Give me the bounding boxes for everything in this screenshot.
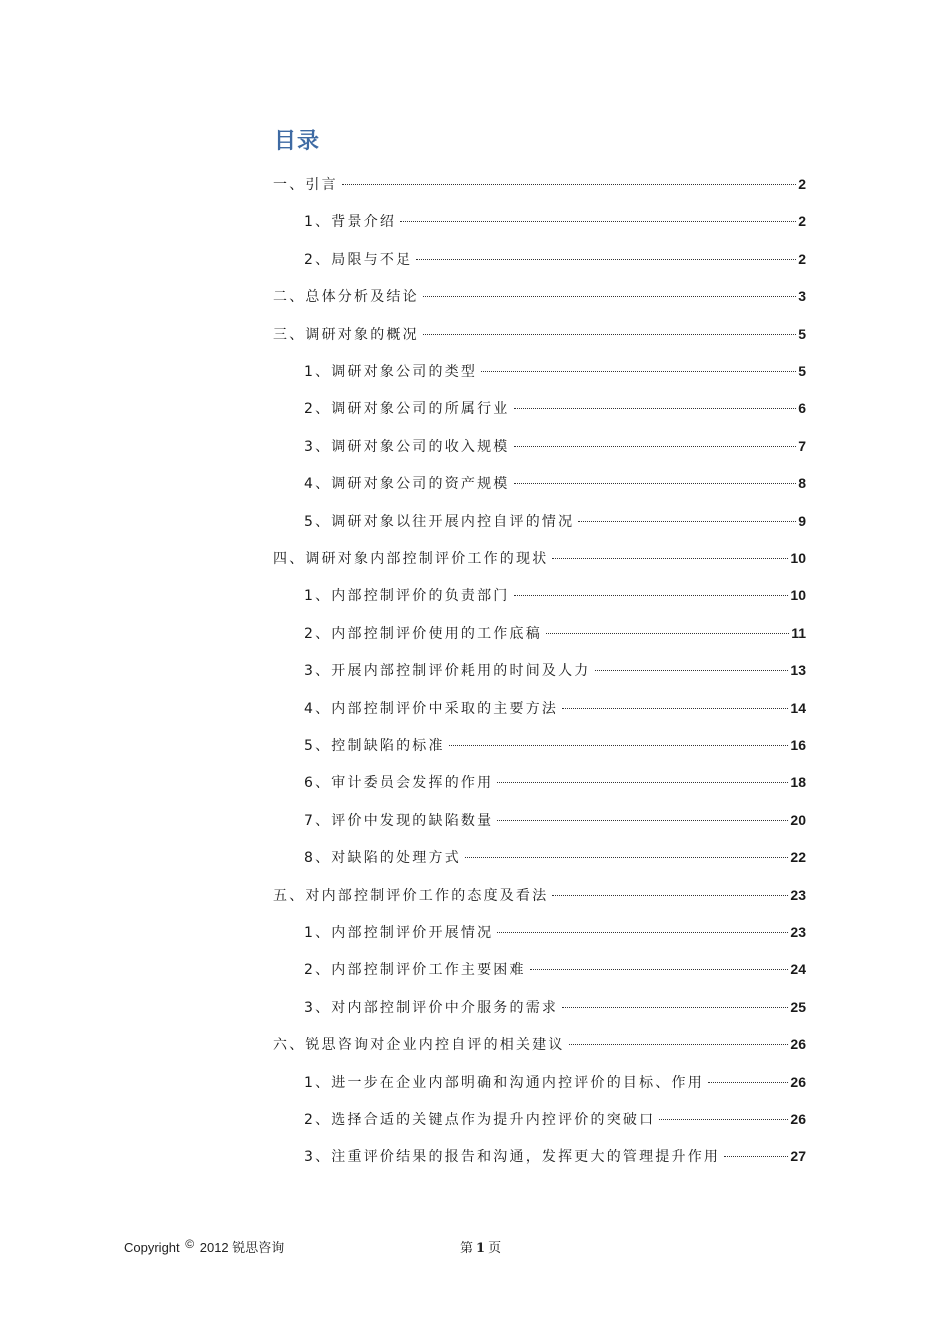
toc-entry-text: 三、调研对象的概况 [273,326,419,343]
toc-entry-text: 1、进一步在企业内部明确和沟通内控评价的目标、作用 [304,1074,704,1091]
toc-entry[interactable] [304,661,806,681]
toc-entry-page: 9 [798,512,806,529]
toc-leader-dots [595,670,789,671]
toc-entry[interactable] [304,1073,806,1093]
toc-entry-page: 7 [798,437,806,454]
toc-entry[interactable] [304,998,806,1018]
toc-entry[interactable] [304,474,806,494]
toc-leader-dots [497,782,788,783]
toc-leader-dots [400,221,796,222]
toc-leader-dots [423,334,796,335]
toc-entry[interactable] [304,212,806,232]
toc-entry[interactable] [304,848,806,868]
copyright-symbol: © [185,1237,195,1251]
toc-leader-dots [514,483,797,484]
toc-entry[interactable] [273,886,806,906]
toc-entry[interactable] [304,699,806,719]
toc-entry[interactable] [304,362,806,382]
toc-leader-dots [481,371,796,372]
toc-entry-page: 24 [790,961,806,978]
toc-entry-text: 六、锐思咨询对企业内控自评的相关建议 [273,1037,565,1054]
toc-entry-page: 8 [798,475,806,492]
toc-leader-dots [708,1082,789,1083]
toc-entry[interactable] [304,250,806,270]
toc-entry-page: 16 [790,737,806,753]
toc-entry-text: 4、调研对象公司的资产规模 [304,476,510,493]
toc-leader-dots [423,296,796,297]
toc-entry-text: 2、调研对象公司的所属行业 [304,401,510,418]
toc-entry-text: 4、内部控制评价中采取的主要方法 [304,700,559,717]
copyright-year: 2012 [199,1240,229,1255]
toc-entry-page: 26 [790,1111,806,1127]
toc-entry-page: 25 [790,998,806,1015]
toc-entry-text: 5、控制缺陷的标准 [304,738,445,754]
page-suffix: 页 [488,1241,502,1256]
toc-entry-text: 2、内部控制评价使用的工作底稿 [304,625,542,642]
toc-entry-text: 1、内部控制评价开展情况 [304,925,494,941]
toc-entry-page: 2 [798,250,806,267]
page-number: 1 [476,1241,486,1256]
toc-leader-dots [562,1007,788,1008]
toc-entry[interactable] [304,624,806,644]
toc-entry[interactable] [304,399,806,419]
toc-entry[interactable] [273,1035,806,1055]
toc-title: 目录 [274,129,321,154]
toc-entry-page: 22 [790,849,806,866]
toc-entry-page: 23 [790,924,806,940]
toc-leader-dots [530,969,789,970]
toc-entry[interactable] [304,512,806,532]
toc-leader-dots [569,1044,789,1045]
toc-leader-dots [724,1156,788,1157]
toc-entry-page: 10 [790,550,806,566]
footer-copyright [124,1237,284,1256]
toc-entry-text: 3、对内部控制评价中介服务的需求 [304,999,559,1016]
toc-leader-dots [497,820,788,821]
toc-entry-page: 5 [798,325,806,342]
toc-entry-page: 18 [790,774,806,791]
toc-entry-text: 1、背景介绍 [304,214,397,231]
toc-entry-page: 26 [790,1073,806,1090]
toc-entry-text: 7、评价中发现的缺陷数量 [304,812,494,829]
toc-leader-dots [514,446,797,447]
toc-entry[interactable] [304,811,806,831]
toc-entry[interactable] [304,586,806,606]
toc-leader-dots [465,857,789,858]
toc-leader-dots [578,521,796,522]
toc-leader-dots [546,633,789,634]
toc-entry[interactable] [273,175,806,195]
toc-entry-page: 5 [798,363,806,379]
toc-entry[interactable] [304,736,806,756]
toc-entry[interactable] [304,773,806,793]
toc-entry-text: 3、调研对象公司的收入规模 [304,438,510,455]
toc-entry[interactable] [304,923,806,943]
toc-entry-page: 3 [798,288,806,305]
toc-entry-text: 1、内部控制评价的负责部门 [304,588,510,605]
toc-entry[interactable] [273,549,806,569]
toc-leader-dots [416,259,796,260]
toc-entry-page: 13 [790,662,806,679]
toc-leader-dots [552,558,788,559]
toc-leader-dots [514,595,789,596]
toc-leader-dots [552,895,788,896]
toc-entry-text: 四、调研对象内部控制评价工作的现状 [273,551,549,567]
toc-leader-dots [514,408,797,409]
toc-entry-page: 14 [790,699,806,716]
toc-entry-page: 10 [790,587,806,604]
toc-entry-page: 2 [798,213,806,230]
toc-entry-text: 5、调研对象以往开展内控自评的情况 [304,513,575,530]
toc-entry-page: 2 [798,176,806,192]
toc-leader-dots [659,1119,788,1120]
toc-entry[interactable] [273,287,806,307]
toc-leader-dots [449,745,789,746]
company-name: 锐思咨询 [232,1240,285,1255]
toc-entry[interactable] [304,960,806,980]
toc-entry-text: 8、对缺陷的处理方式 [304,850,461,867]
toc-entry[interactable] [304,1147,806,1167]
toc-entry-text: 1、调研对象公司的类型 [304,364,478,380]
toc-entry-text: 6、审计委员会发挥的作用 [304,775,494,792]
toc-entry-text: 2、局限与不足 [304,251,413,268]
toc-entry-text: 五、对内部控制评价工作的态度及看法 [273,887,549,904]
footer-page-number [460,1237,501,1256]
toc-entry-text: 3、开展内部控制评价耗用的时间及人力 [304,663,591,680]
toc-entry-text: 二、总体分析及结论 [273,289,419,306]
toc-entry-page: 26 [790,1036,806,1053]
toc-entry-page: 6 [798,400,806,417]
toc-entry-text: 2、内部控制评价工作主要困难 [304,962,526,979]
toc-entry-text: 3、注重评价结果的报告和沟通，发挥更大的管理提升作用 [304,1149,721,1166]
toc-entry-text: 2、选择合适的关键点作为提升内控评价的突破口 [304,1112,656,1128]
toc-entry-page: 11 [791,624,806,641]
toc-entry[interactable] [304,1110,806,1130]
toc-entry[interactable] [304,437,806,457]
toc-leader-dots [342,184,796,185]
page-prefix: 第 [460,1241,474,1256]
toc-entry[interactable] [273,325,806,345]
toc-entry-text: 一、引言 [273,177,338,193]
toc-entry-page: 27 [790,1148,806,1165]
toc-leader-dots [562,708,788,709]
toc-entry-page: 20 [790,811,806,828]
copyright-label: Copyright [124,1240,180,1255]
toc-leader-dots [497,932,788,933]
toc-entry-page: 23 [790,886,806,903]
